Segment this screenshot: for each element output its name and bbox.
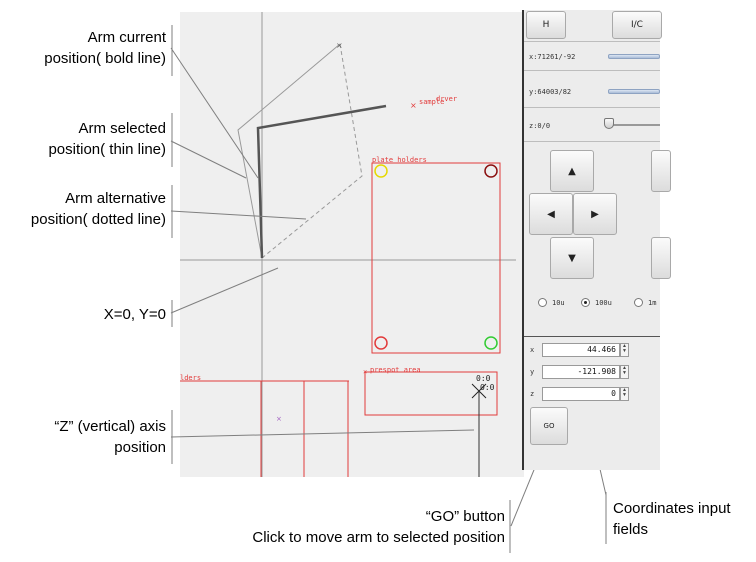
small-marker-icon: × [276, 415, 282, 423]
callout-go-button: “GO” button Click to move arm to selected position [252, 508, 505, 546]
z-up-button[interactable] [651, 150, 671, 192]
control-panel [522, 10, 660, 470]
y-coordinate-field[interactable]: -121.908 [542, 365, 620, 379]
tab-io[interactable]: I/C [612, 11, 662, 39]
divider [524, 141, 660, 142]
y-readout: y:64003/82 [529, 88, 572, 96]
coord-label-b: 0:0 [480, 383, 495, 392]
coord-label-a: 0:0 [476, 374, 491, 383]
callout-coords: Coordinates input fields [613, 500, 731, 538]
z-input-label: z [530, 390, 535, 398]
step-1m-label: 1m [648, 299, 657, 307]
drover-label: drver [436, 95, 458, 103]
divider [524, 41, 660, 42]
z-coordinate-field[interactable]: 0 [542, 387, 620, 401]
go-button[interactable]: GO [530, 407, 568, 445]
divider [524, 70, 660, 71]
y-input-label: y [530, 368, 535, 376]
jog-right-button[interactable]: ▶ [573, 193, 617, 235]
y-slider[interactable] [608, 89, 660, 94]
divider [524, 107, 660, 108]
step-1m-radio[interactable] [634, 298, 643, 307]
prespot-marker-icon: × [363, 368, 368, 376]
x-coordinate-field[interactable]: 44.466 [542, 343, 620, 357]
callout-arm-alternative: Arm alternative position( dotted line) [30, 190, 166, 228]
holders-label: lders [180, 374, 202, 382]
step-100u-label: 100u [595, 299, 612, 307]
y-spinner[interactable]: ▲ ▼ [620, 365, 629, 379]
x-slider[interactable] [608, 54, 660, 59]
callout-origin: X=0, Y=0 [103, 306, 166, 323]
z-slider-thumb[interactable] [604, 118, 614, 129]
jog-up-button[interactable]: ▲ [550, 150, 594, 192]
tab-h[interactable]: H [526, 11, 566, 39]
sample-label: sample [419, 98, 445, 106]
z-down-button[interactable] [651, 237, 671, 279]
marker-x-icon: × [410, 101, 417, 110]
x-spinner[interactable]: ▲ ▼ [620, 343, 629, 357]
x-input-label: x [530, 346, 535, 354]
step-10u-radio[interactable] [538, 298, 547, 307]
step-10u-label: 10u [552, 299, 565, 307]
step-100u-radio[interactable] [581, 298, 590, 307]
z-readout: z:0/0 [529, 122, 551, 130]
callout-arm-selected: Arm selected position( thin line) [48, 120, 166, 158]
x-readout: x:71261/-92 [529, 53, 576, 61]
callout-arm-current: Arm current position( bold line) [44, 29, 166, 67]
z-spinner[interactable]: ▲ ▼ [620, 387, 629, 401]
arm-target-marker: × [336, 41, 343, 50]
z-slider[interactable] [608, 124, 660, 126]
callout-z-axis: “Z” (vertical) axis position [54, 418, 166, 456]
plot-area[interactable] [180, 12, 524, 477]
jog-down-button[interactable]: ▼ [550, 237, 594, 279]
jog-left-button[interactable]: ◀ [529, 193, 573, 235]
prespot-area-label: prespot area [370, 366, 421, 374]
plate-holders-label: plate holders [372, 156, 427, 164]
divider [524, 336, 660, 337]
